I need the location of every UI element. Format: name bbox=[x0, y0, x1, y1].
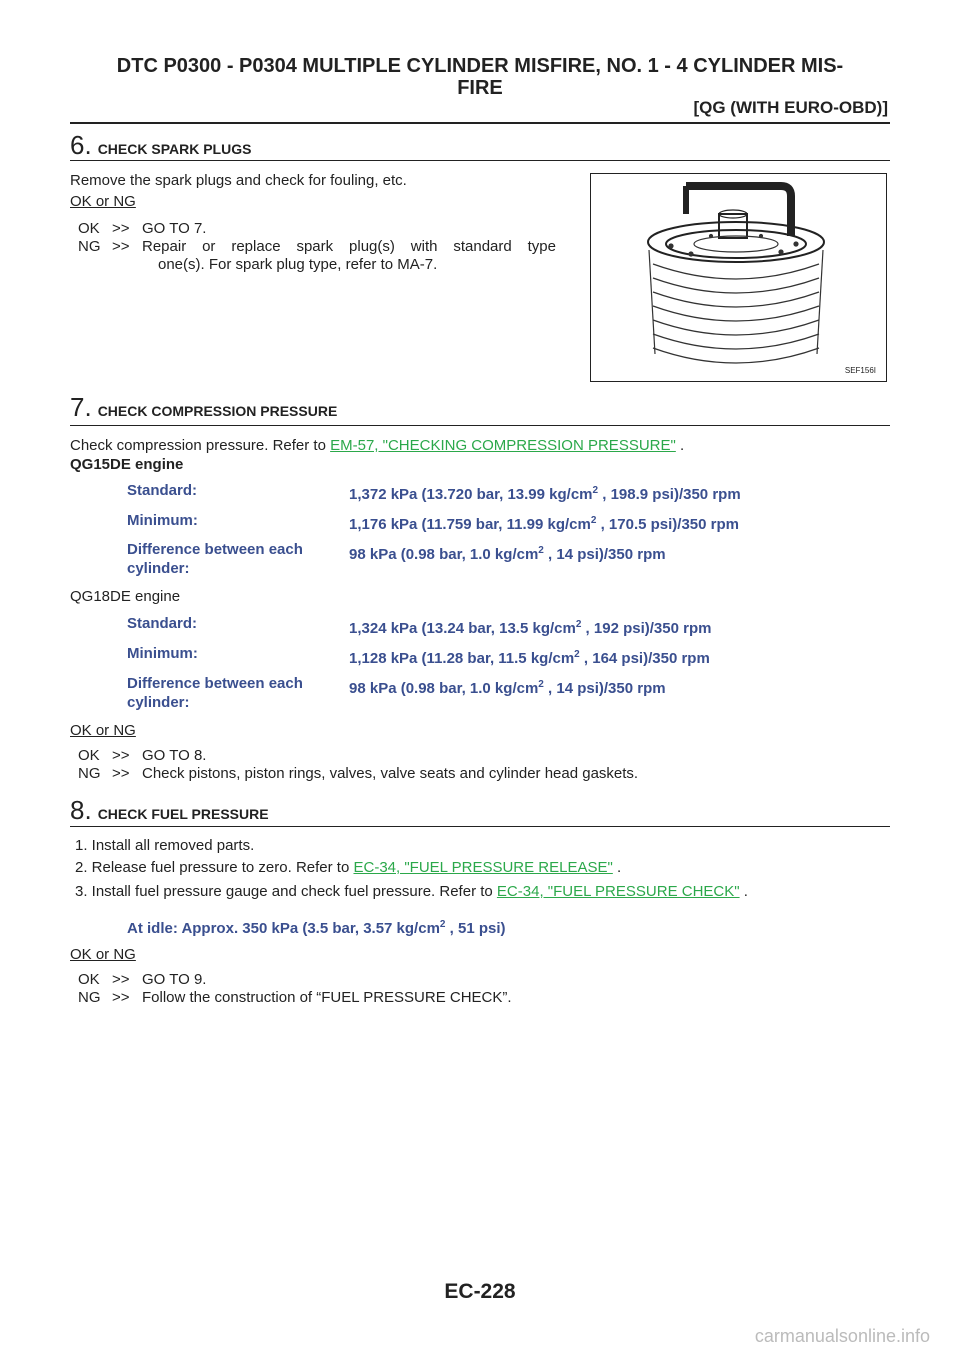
ok-text: GO TO 7. bbox=[142, 220, 207, 237]
step-text: 2. Release fuel pressure to zero. Refer to bbox=[75, 859, 350, 876]
label-line: cylinder: bbox=[127, 694, 190, 711]
section-6-rule bbox=[70, 160, 890, 161]
qg15-standard-value bbox=[349, 485, 741, 504]
spark-plug-figure bbox=[590, 173, 887, 382]
value: 98 kPa (0.98 bar, 1.0 kg/cm bbox=[349, 546, 539, 563]
arrow: >> bbox=[112, 765, 130, 782]
section-7-heading bbox=[70, 392, 890, 423]
value: , 14 psi)/350 rpm bbox=[543, 546, 666, 563]
fuel-pressure-check-link[interactable]: EC-34, "FUEL PRESSURE CHECK" bbox=[496, 883, 740, 900]
qg18-difference-value bbox=[349, 679, 666, 698]
section-8-ng-row bbox=[78, 989, 878, 1007]
header-rule bbox=[70, 122, 890, 124]
section-7-instruction bbox=[70, 437, 684, 455]
section-8-title: CHECK FUEL PRESSURE bbox=[97, 806, 269, 822]
qg15-standard-label: Standard: bbox=[127, 482, 198, 499]
superscript: 2 bbox=[538, 545, 544, 556]
instruction-suffix: . bbox=[680, 437, 685, 454]
ng-text: Follow the construction of “FUEL PRESSURE CHECK”. bbox=[142, 989, 512, 1006]
superscript: 2 bbox=[575, 619, 582, 630]
ok-key: OK bbox=[78, 220, 100, 237]
value: , 14 psi)/350 rpm bbox=[543, 680, 666, 697]
watermark: carmanualsonline.info bbox=[754, 1326, 930, 1346]
value: 98 kPa (0.98 bar, 1.0 kg/cm bbox=[349, 680, 539, 697]
ng-key: NG bbox=[78, 238, 101, 255]
section-8-ok-row bbox=[78, 971, 878, 989]
section-8-rule bbox=[70, 826, 890, 827]
superscript: 2 bbox=[574, 649, 580, 660]
section-6-ok-ng: OK or NG bbox=[70, 193, 136, 210]
ok-text: GO TO 8. bbox=[142, 747, 207, 764]
qg18-minimum-value bbox=[349, 649, 710, 668]
section-6-ng-row bbox=[78, 238, 578, 256]
section-7-results bbox=[78, 747, 878, 783]
arrow: >> bbox=[112, 220, 130, 237]
value: 1,372 kPa (13.720 bar, 13.99 kg/cm bbox=[349, 486, 593, 503]
arrow: >> bbox=[112, 238, 130, 255]
superscript: 2 bbox=[439, 919, 446, 930]
ok-text: GO TO 9. bbox=[142, 971, 207, 988]
value: , 192 psi)/350 rpm bbox=[581, 620, 712, 637]
step-suffix: . bbox=[743, 883, 748, 900]
ng-text-continued: one(s). For spark plug type, refer to MA-7. bbox=[158, 256, 438, 273]
page-number: EC-228 bbox=[444, 1280, 516, 1303]
section-6-results bbox=[78, 220, 578, 274]
page-title-line-2: FIRE bbox=[457, 77, 503, 99]
value: , 198.9 psi)/350 rpm bbox=[598, 486, 741, 503]
section-6-number: 6. bbox=[70, 130, 92, 160]
section-7-ok-ng: OK or NG bbox=[70, 722, 136, 739]
ok-key: OK bbox=[78, 971, 100, 988]
ng-key: NG bbox=[78, 989, 101, 1006]
arrow: >> bbox=[112, 989, 130, 1006]
section-6-ok-row bbox=[78, 220, 578, 238]
page-title bbox=[70, 55, 890, 99]
section-8-results bbox=[78, 971, 878, 1007]
qg15-minimum-value bbox=[349, 515, 739, 534]
idle-pressure-spec bbox=[127, 919, 506, 938]
qg18-difference-label bbox=[127, 674, 303, 712]
qg15-minimum-label: Minimum: bbox=[127, 512, 198, 529]
step-1: 1. Install all removed parts. bbox=[75, 837, 255, 854]
arrow: >> bbox=[112, 971, 130, 988]
fuel-pressure-release-link[interactable]: EC-34, "FUEL PRESSURE RELEASE" bbox=[353, 859, 613, 876]
section-6-title: CHECK SPARK PLUGS bbox=[97, 141, 252, 157]
section-8-number: 8. bbox=[70, 795, 92, 825]
value: At idle: Approx. 350 kPa (3.5 bar, 3.57 kg/cm bbox=[127, 920, 440, 937]
ng-key: NG bbox=[78, 765, 101, 782]
figure-label: SEF156I bbox=[844, 366, 876, 375]
value: , 164 psi)/350 rpm bbox=[579, 650, 710, 667]
label-line: Difference between each bbox=[127, 675, 303, 692]
section-6-instruction: Remove the spark plugs and check for fouling, etc. bbox=[70, 172, 407, 189]
section-6-heading bbox=[70, 130, 890, 161]
superscript: 2 bbox=[538, 679, 544, 690]
value: 1,324 kPa (13.24 bar, 13.5 kg/cm bbox=[349, 620, 576, 637]
qg18-label: QG18DE engine bbox=[70, 588, 181, 605]
page-title-line-1: DTC P0300 - P0304 MULTIPLE CYLINDER MISFIRE, NO. 1 - 4 CYLINDER MIS- bbox=[116, 55, 844, 77]
label-line: Difference between each bbox=[127, 541, 303, 558]
section-8-ok-ng: OK or NG bbox=[70, 946, 136, 963]
ok-key: OK bbox=[78, 747, 100, 764]
section-7-ok-row bbox=[78, 747, 878, 765]
ng-text: Check pistons, piston rings, valves, valve seats and cylinder head gaskets. bbox=[142, 765, 639, 782]
section-8-heading bbox=[70, 795, 890, 826]
step-suffix: . bbox=[617, 859, 622, 876]
label-line: cylinder: bbox=[127, 560, 190, 577]
qg18-standard-value bbox=[349, 619, 711, 638]
spark-plug-illustration bbox=[591, 174, 885, 380]
value: , 170.5 psi)/350 rpm bbox=[596, 516, 739, 533]
section-7-ng-row bbox=[78, 765, 878, 783]
step-2 bbox=[75, 859, 621, 877]
page-subtitle: [QG (WITH EURO-OBD)] bbox=[693, 98, 888, 117]
step-3 bbox=[75, 883, 748, 901]
instruction-text: Check compression pressure. Refer to bbox=[70, 437, 326, 454]
section-7-rule bbox=[70, 425, 890, 426]
qg18-standard-label: Standard: bbox=[127, 615, 198, 632]
superscript: 2 bbox=[590, 515, 597, 526]
section-7-number: 7. bbox=[70, 392, 92, 422]
section-7-title: CHECK COMPRESSION PRESSURE bbox=[97, 403, 338, 419]
qg15-difference-value bbox=[349, 545, 666, 564]
value: 1,176 kPa (11.759 bar, 11.99 kg/cm bbox=[349, 516, 591, 533]
qg18-minimum-label: Minimum: bbox=[127, 645, 198, 662]
arrow: >> bbox=[112, 747, 130, 764]
qg15-difference-label bbox=[127, 540, 303, 578]
ng-text: Repair or replace spark plug(s) with standard type bbox=[142, 238, 556, 255]
value: 1,128 kPa (11.28 bar, 11.5 kg/cm bbox=[349, 650, 575, 667]
superscript: 2 bbox=[592, 485, 599, 496]
compression-pressure-link[interactable]: EM-57, "CHECKING COMPRESSION PRESSURE" bbox=[330, 437, 676, 454]
value: , 51 psi) bbox=[445, 920, 506, 937]
qg15-label: QG15DE engine bbox=[70, 456, 184, 473]
step-text: 3. Install fuel pressure gauge and check fuel pressure. Refer to bbox=[75, 883, 493, 900]
